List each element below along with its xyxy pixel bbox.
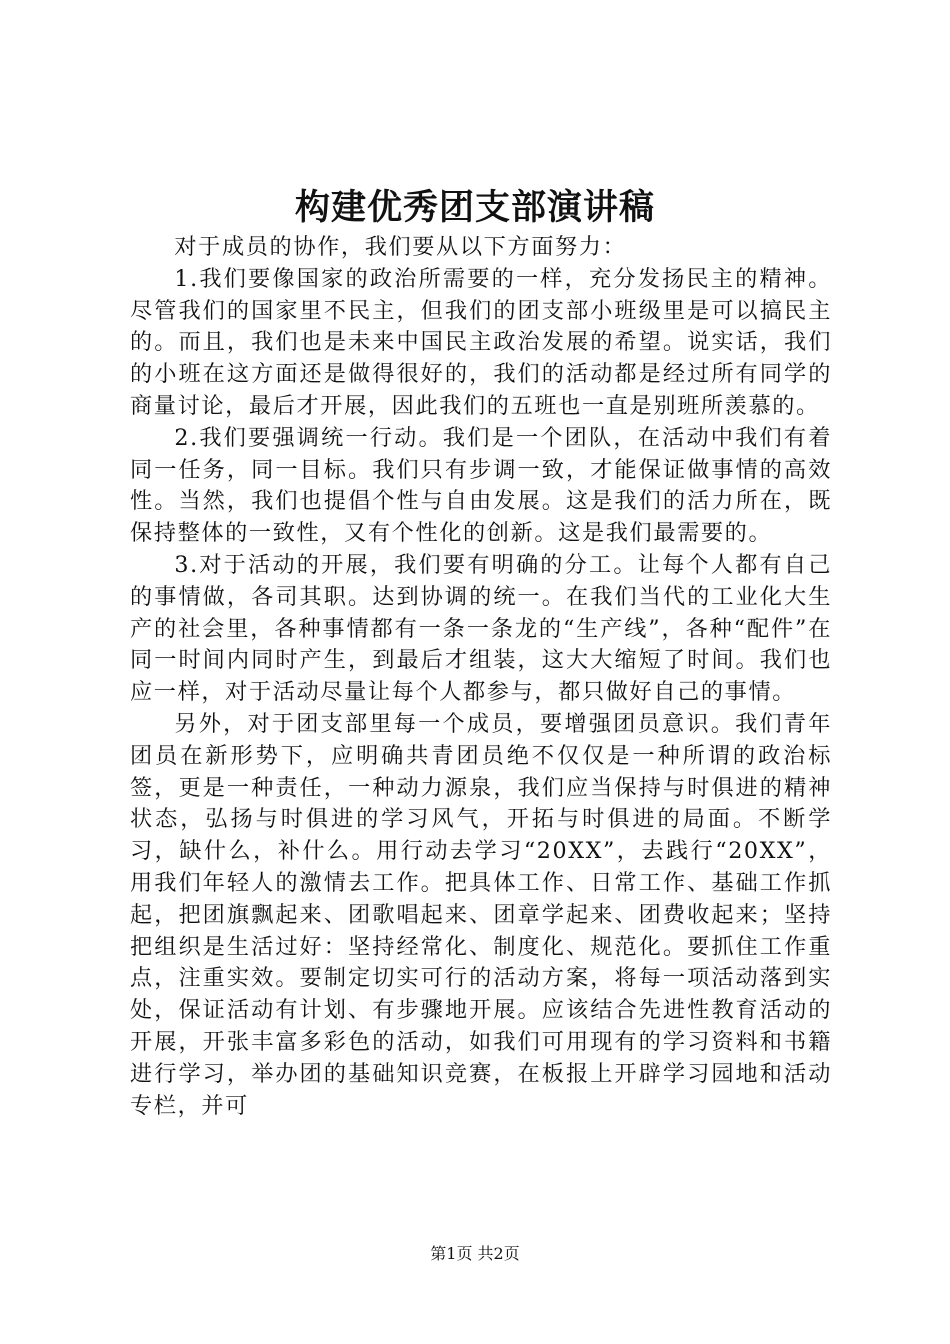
document-title: 构建优秀团支部演讲稿 [294, 187, 655, 228]
paragraph-additional: 另外，对于团支部里每一个成员，要增强团员意识。我们青年团员在新形势下，应明确共青团员绝不仅仅是一种所谓的政治标签，更是一种责任，一种动力源泉，我们应当保持与时俱进的精神状态，弘扬与时俱进的学习风气，开拓与时俱进的局面。不断学习，缺什么，补什么。用行动去学习“20XX”，去践行“20XX”，用我们年轻人的激情去工作。把具体工作、日常工作、基础工作抓起，把团旗飘起来、团歌唱起来、团章学起来、团费收起来；坚持把组织是生活过好：坚持经常化、制度化、规范化。要抓住工作重点，注重实效。要制定切实可行的活动方案，将每一项活动落到实处，保证活动有计划、有步骤地开展。应该结合先进性教育活动的开展，开张丰富多彩色的活动，如我们可用现有的学习资料和书籍进行学习，举办团的基础知识竞赛，在板报上开辟学习园地和活动专栏，并可 [130, 710, 832, 1119]
paragraph-point-3: 3.对于活动的开展，我们要有明确的分工。让每个人都有自己的事情做，各司其职。达到协调的统一。在我们当代的工业化大生产的社会里，各种事情都有一条一条龙的“生产线”，各种“配件”在同一时间内同时产生，到最后才组装，这大大缩短了时间。我们也应一样，对于活动尽量让每个人都参与，都只做好自己的事情。 [130, 551, 832, 706]
paragraph-intro: 对于成员的协作，我们要从以下方面努力： [174, 234, 627, 260]
page-footer: 第1页 共2页 [430, 1244, 520, 1263]
paragraph-point-2: 2.我们要强调统一行动。我们是一个团队，在活动中我们有着同一任务，同一目标。我们只有步调一致，才能保证做事情的高效性。当然，我们也提倡个性与自由发展。这是我们的活力所在，既保持整体的一致性，又有个性化的创新。这是我们最需要的。 [130, 424, 832, 547]
paragraph-point-1: 1.我们要像国家的政治所需要的一样，充分发扬民主的精神。尽管我们的国家里不民主，但我们的团支部小班级里是可以搞民主的。而且，我们也是未来中国民主政治发展的希望。说实话，我们的小班在这方面还是做得很好的，我们的活动都是经过所有同学的商量讨论，最后才开展，因此我们的五班也一直是别班所羡慕的。 [130, 265, 832, 419]
document-body [130, 232, 832, 1122]
